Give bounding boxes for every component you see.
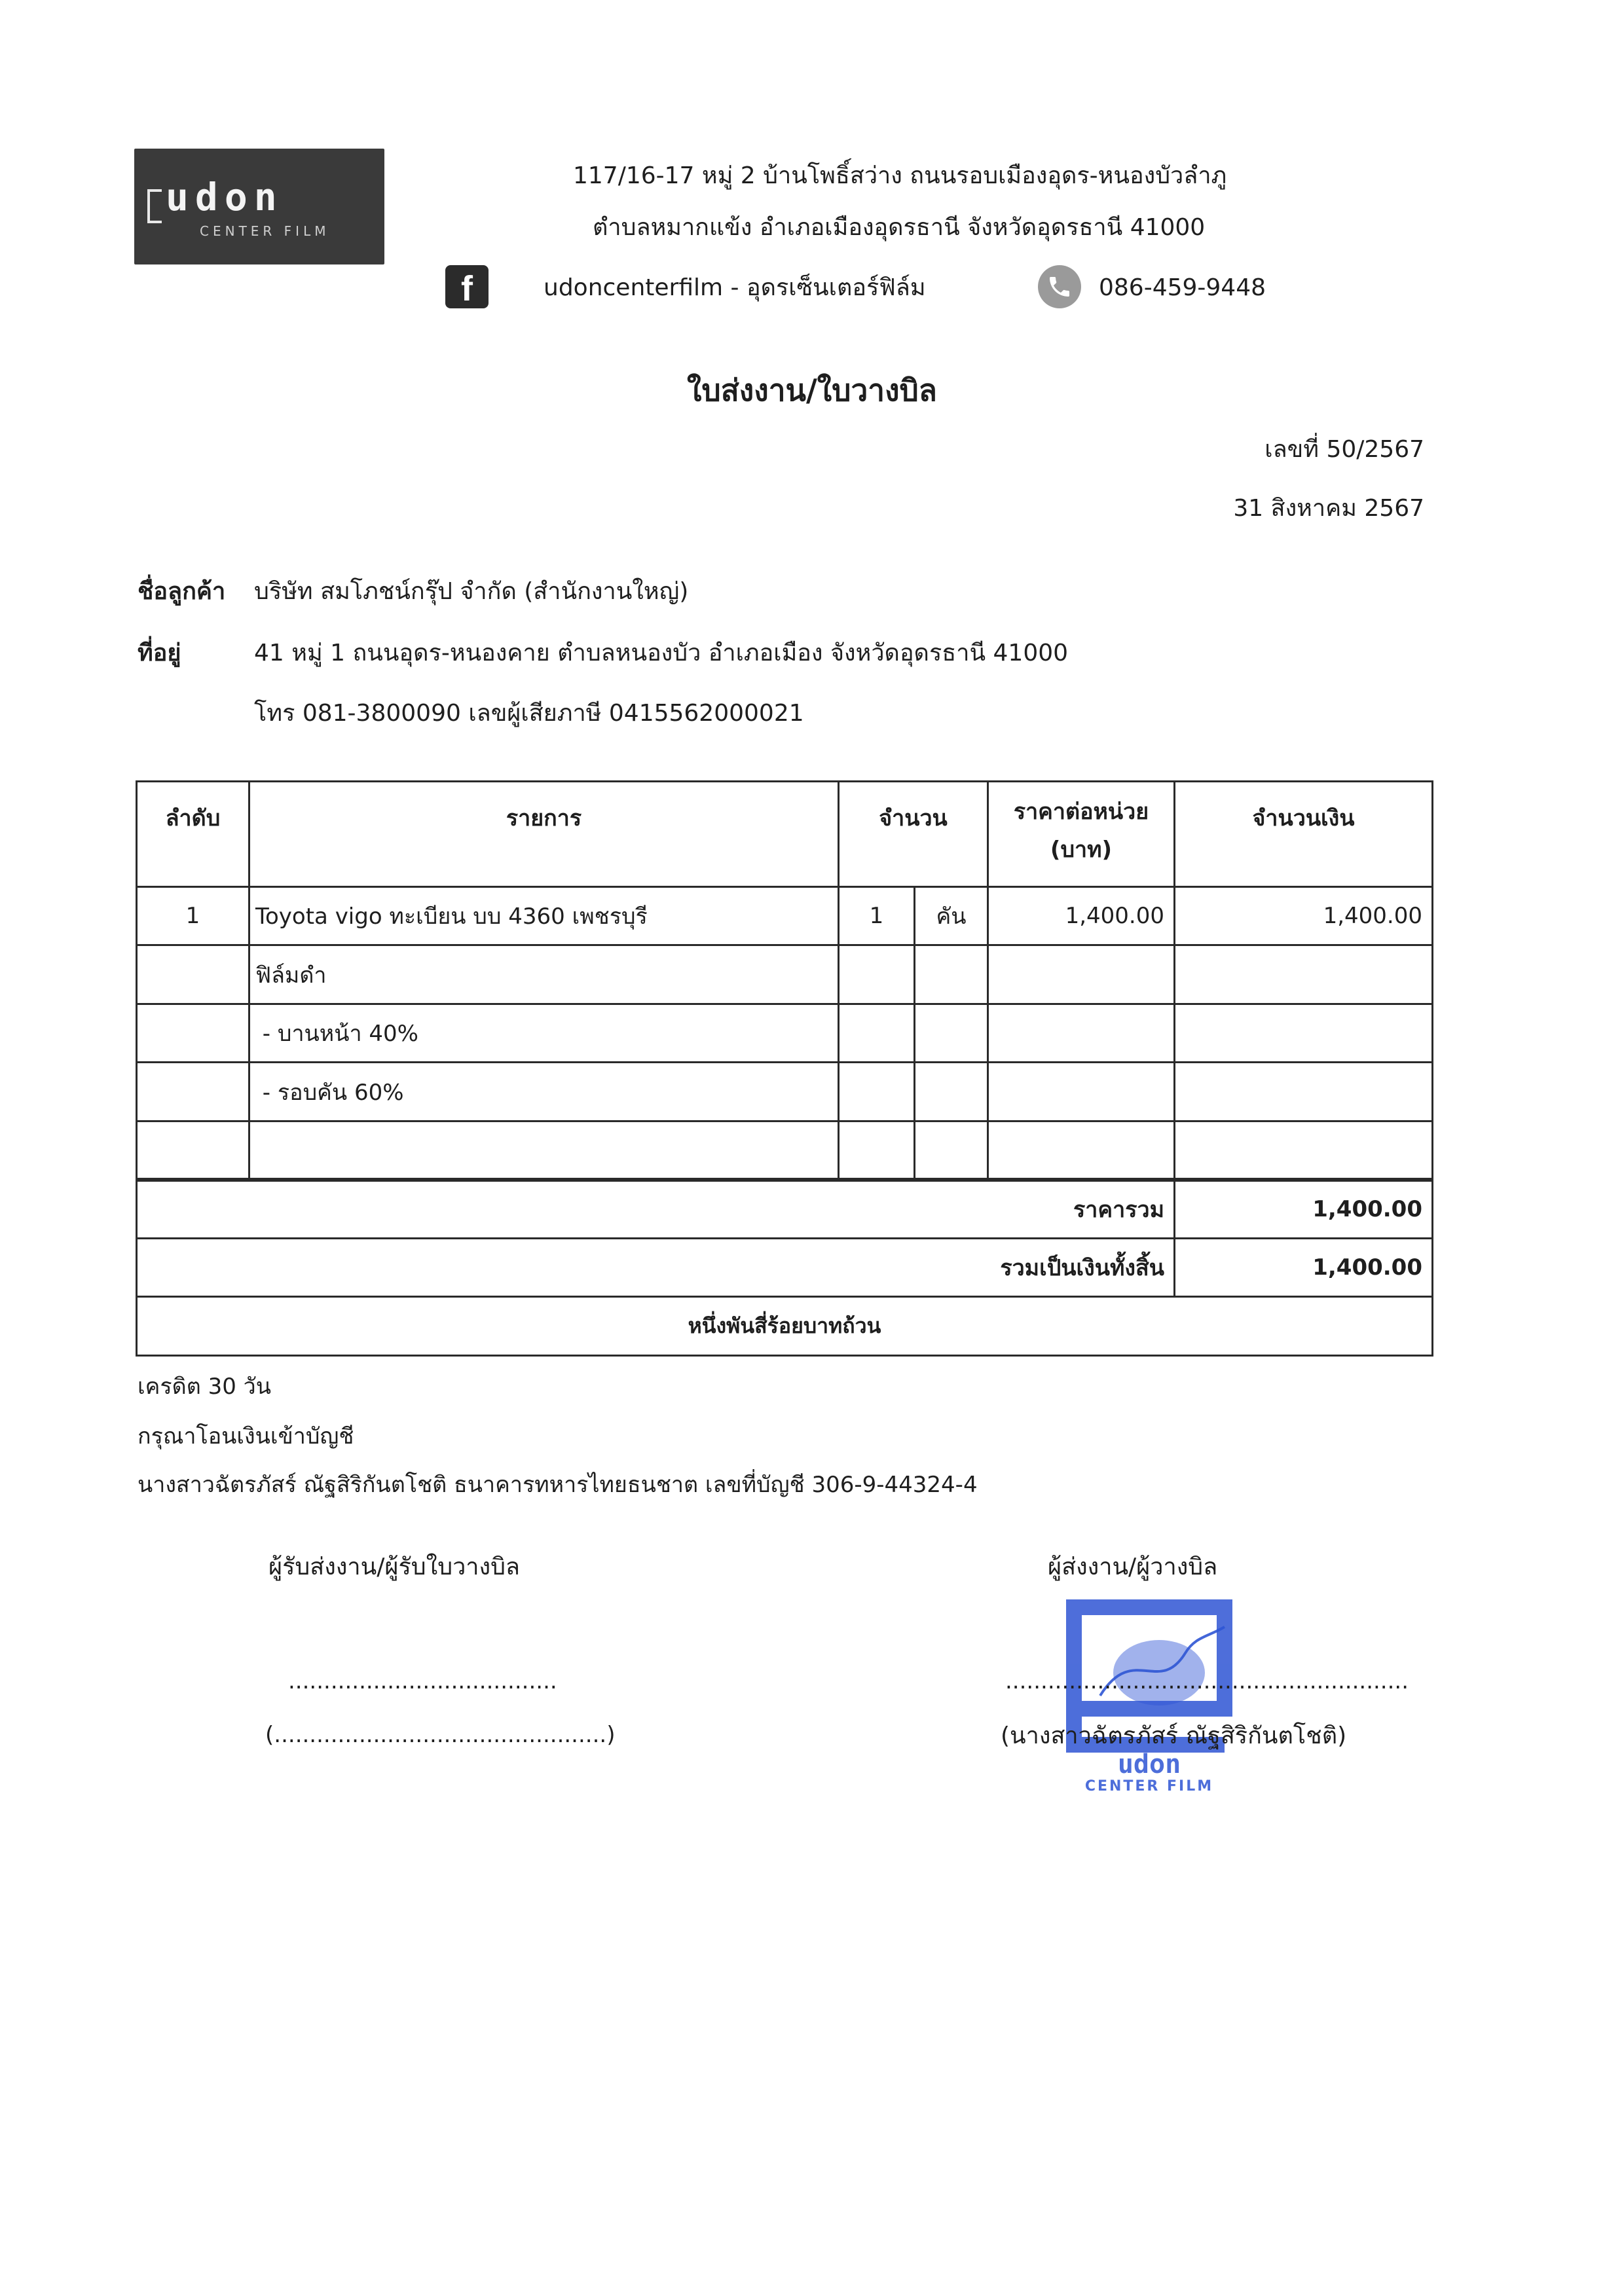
header-unit-price	[988, 782, 1175, 887]
receiver-signature-line: ......................................	[288, 1668, 557, 1694]
total-value: 1,400.00	[1175, 1238, 1433, 1297]
items-table	[136, 780, 1433, 1357]
header-qty: จำนวน	[839, 782, 988, 887]
cell-item: Toyota vigo ทะเบียน บบ 4360 เพชรบุรี	[249, 886, 839, 945]
stamp-text: udon	[1117, 1749, 1181, 1779]
cell-no: 1	[137, 886, 249, 945]
subtotal-row	[137, 1180, 1433, 1239]
cell-no	[137, 1063, 249, 1121]
table-row	[137, 1063, 1433, 1121]
sender-label: ผู้ส่งงาน/ผู้วางบิล	[1048, 1554, 1218, 1580]
cell-qty	[839, 1063, 915, 1121]
cell-qty	[839, 1004, 915, 1063]
table-row	[137, 945, 1433, 1004]
cell-item: ฟิล์มดำ	[249, 945, 839, 1004]
table-header-row	[137, 782, 1433, 887]
logo-subtext: CENTER FILM	[200, 223, 330, 239]
header-item: รายการ	[249, 782, 839, 887]
credit-terms: เครดิต 30 วัน	[138, 1374, 271, 1400]
document-date: 31 สิงหาคม 2567	[1233, 495, 1424, 522]
bank-account: นางสาวฉัตรภัสร์ ณัฐสิริกันตโชติ ธนาคารทหารไทยธนชาต เลขที่บัญชี 306-9-44324-4	[138, 1472, 978, 1498]
transfer-note: กรุณาโอนเงินเข้าบัญชี	[138, 1423, 354, 1449]
stamp-graphic	[1061, 1597, 1238, 1794]
cell-unit	[915, 1063, 988, 1121]
cell-unit	[915, 1004, 988, 1063]
company-address-line1: 117/16-17 หมู่ 2 บ้านโพธิ์สว่าง ถนนรอบเมืองอุดร-หนองบัวลำภู	[573, 162, 1227, 189]
receiver-label: ผู้รับส่งงาน/ผู้รับใบวางบิล	[268, 1554, 520, 1580]
logo-bracket	[147, 189, 162, 223]
total-row	[137, 1238, 1433, 1297]
cell-item	[249, 1121, 839, 1180]
cell-price	[988, 1004, 1175, 1063]
table-row	[137, 886, 1433, 945]
facebook-icon: f	[445, 265, 489, 308]
cell-price	[988, 1121, 1175, 1180]
cell-amount	[1175, 1004, 1433, 1063]
receiver-name: (...............................................)	[265, 1722, 616, 1748]
cell-price	[988, 1063, 1175, 1121]
cell-amount	[1175, 1121, 1433, 1180]
logo-text: udon	[166, 175, 284, 219]
company-logo	[134, 149, 384, 264]
company-address-line2: ตำบลหมากแข้ง อำเภอเมืองอุดรธานี จังหวัดอุดรธานี 41000	[593, 214, 1206, 241]
cell-no	[137, 1004, 249, 1063]
facebook-name: udoncenterfilm - อุดรเซ็นเตอร์ฟิล์ม	[544, 274, 926, 301]
sender-name: (นางสาวฉัตรภัสร์ ณัฐสิริกันตโชติ)	[1001, 1722, 1347, 1749]
document-number: เลขที่ 50/2567	[1264, 436, 1424, 463]
cell-price	[988, 945, 1175, 1004]
customer-address-label: ที่อยู่	[138, 640, 181, 666]
customer-contact: โทร 081-3800090 เลขผู้เสียภาษี 0415562000021	[254, 700, 804, 727]
cell-unit	[915, 945, 988, 1004]
header-unit-price-line1: ราคาต่อหน่วย	[1013, 799, 1149, 825]
cell-amount	[1175, 945, 1433, 1004]
table-row	[137, 1004, 1433, 1063]
cell-price: 1,400.00	[988, 886, 1175, 945]
cell-no	[137, 945, 249, 1004]
cell-unit: คัน	[915, 886, 988, 945]
stamp-subtext: CENTER FILM	[1084, 1778, 1214, 1794]
company-stamp	[1061, 1597, 1238, 1794]
header-no: ลำดับ	[137, 782, 249, 887]
cell-amount	[1175, 1063, 1433, 1121]
cell-no	[137, 1121, 249, 1180]
cell-qty	[839, 1121, 915, 1180]
customer-address: 41 หมู่ 1 ถนนอุดร-หนองคาย ตำบลหนองบัว อำเภอเมือง จังหวัดอุดรธานี 41000	[254, 640, 1069, 666]
amount-words-row	[137, 1297, 1433, 1356]
sender-signature-line: .........................................................	[1005, 1668, 1409, 1694]
cell-unit	[915, 1121, 988, 1180]
total-label: รวมเป็นเงินทั้งสิ้น	[137, 1238, 1175, 1297]
subtotal-value: 1,400.00	[1175, 1180, 1433, 1239]
table-row	[137, 1121, 1433, 1180]
header-amount: จำนวนเงิน	[1175, 782, 1433, 887]
phone-icon	[1038, 265, 1081, 308]
header-unit-price-line2: (บาท)	[1050, 837, 1113, 863]
cell-qty: 1	[839, 886, 915, 945]
subtotal-label: ราคารวม	[137, 1180, 1175, 1239]
customer-name-label: ชื่อลูกค้า	[138, 578, 226, 605]
cell-amount: 1,400.00	[1175, 886, 1433, 945]
document-title: ใบส่งงาน/ใบวางบิล	[687, 373, 937, 408]
amount-in-words: หนึ่งพันสี่ร้อยบาทถ้วน	[137, 1297, 1433, 1356]
customer-name: บริษัท สมโภชน์กรุ๊ป จำกัด (สำนักงานใหญ่)	[254, 578, 689, 605]
cell-qty	[839, 945, 915, 1004]
cell-item: - บานหน้า 40%	[249, 1004, 839, 1063]
cell-item: - รอบคัน 60%	[249, 1063, 839, 1121]
phone-number: 086-459-9448	[1099, 274, 1266, 301]
